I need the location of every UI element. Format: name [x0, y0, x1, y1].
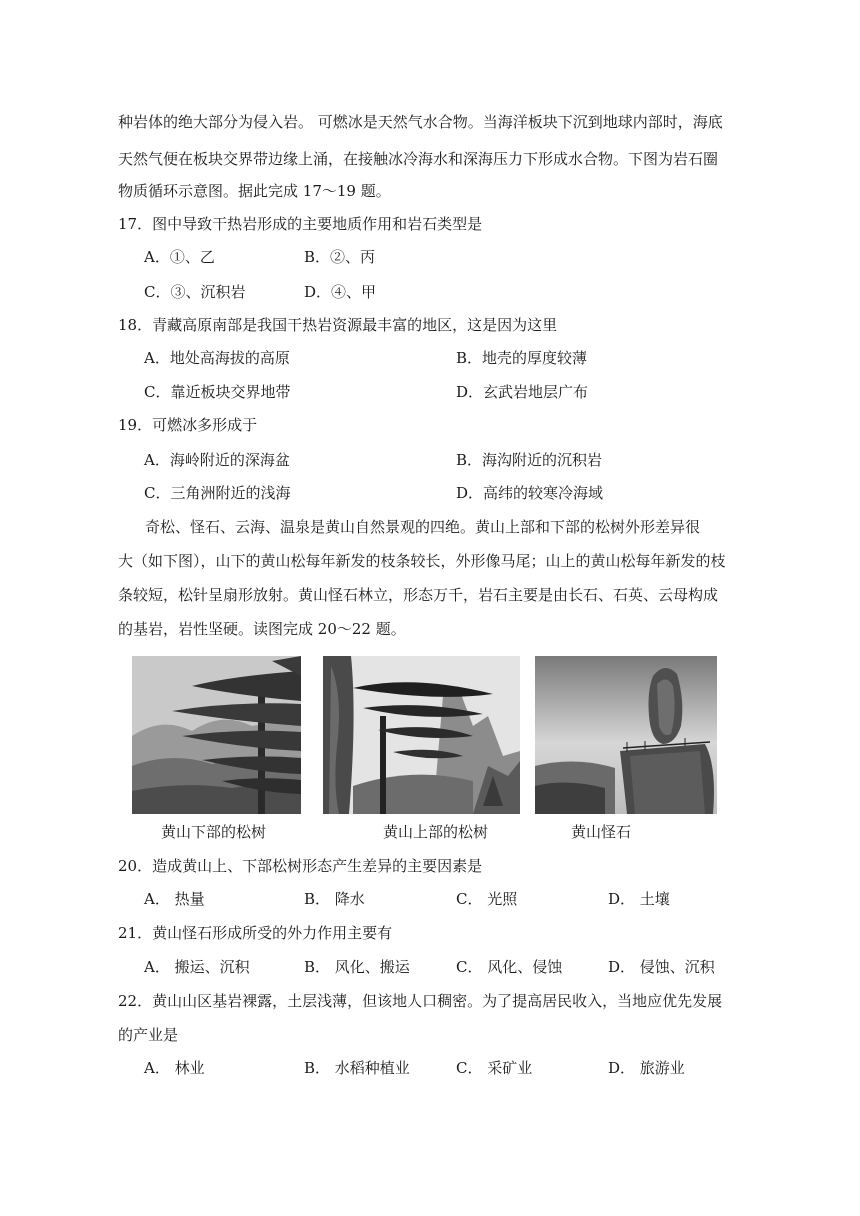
q18-option-d: D．玄武岩地层广布 [456, 383, 589, 401]
q21-option-a: A． 搬运、沉积 [144, 958, 250, 976]
intro-paragraph-line-1: 种岩体的绝大部分为侵入岩。 可燃冰是天然气水合物。当海洋板块下沉到地球内部时，海底 [118, 113, 723, 131]
photo-upper-pine [323, 656, 520, 814]
question-17-stem: 17．图中导致干热岩形成的主要地质作用和岩石类型是 [118, 215, 483, 233]
caption-lower-pine: 黄山下部的松树 [161, 823, 267, 841]
intro2-paragraph-line-1: 奇松、怪石、云海、温泉是黄山自然景观的四绝。黄山上部和下部的松树外形差异很 [145, 518, 701, 536]
question-19-stem: 19．可燃冰多形成于 [118, 416, 258, 434]
q20-option-b: B． 降水 [304, 890, 365, 908]
question-20-stem: 20．造成黄山上、下部松树形态产生差异的主要因素是 [118, 857, 483, 875]
photo-strange-rock [535, 656, 717, 814]
intro2-paragraph-line-3: 条较短，松针呈扇形放射。黄山怪石林立，形态万千，岩石主要是由长石、石英、云母构成 [118, 586, 719, 604]
q17-option-b: B．②、丙 [304, 248, 376, 266]
q20-option-d: D． 土壤 [608, 890, 670, 908]
q22-option-a: A． 林业 [144, 1059, 205, 1077]
intro2-paragraph-line-2: 大（如下图），山下的黄山松每年新发的枝条较长，外形像马尾；山上的黄山松每年新发的枝 [118, 552, 726, 570]
q22-option-d: D． 旅游业 [608, 1059, 685, 1077]
q17-option-d: D．④、甲 [304, 283, 377, 301]
q18-option-a: A．地处高海拔的高原 [144, 349, 290, 367]
q19-option-d: D．高纬的较寒冷海域 [456, 484, 604, 502]
q22-option-c: C． 采矿业 [456, 1059, 533, 1077]
q20-option-c: C． 光照 [456, 890, 518, 908]
q21-option-c: C． 风化、侵蚀 [456, 958, 563, 976]
intro-paragraph-line-3: 物质循环示意图。据此完成 17～19 题。 [118, 182, 391, 200]
caption-upper-pine: 黄山上部的松树 [383, 823, 489, 841]
question-22-stem-line-2: 的产业是 [118, 1026, 179, 1044]
question-21-stem: 21．黄山怪石形成所受的外力作用主要有 [118, 924, 393, 942]
q19-option-a: A．海岭附近的深海盆 [144, 451, 290, 469]
q18-option-c: C．靠近板块交界地带 [144, 383, 291, 401]
q19-option-c: C．三角洲附近的浅海 [144, 484, 291, 502]
caption-strange-rock: 黄山怪石 [571, 823, 632, 841]
question-18-stem: 18．青藏高原南部是我国干热岩资源最丰富的地区，这是因为这里 [118, 316, 558, 334]
intro-paragraph-line-2: 天然气便在板块交界带边缘上涌，在接触冰冷海水和深海压力下形成水合物。下图为岩石圈 [118, 150, 719, 168]
q21-option-d: D． 侵蚀、沉积 [608, 958, 715, 976]
photo-lower-pine [132, 656, 301, 814]
question-22-stem-line-1: 22．黄山山区基岩裸露，土层浅薄，但该地人口稠密。为了提高居民收入，当地应优先发展 [118, 992, 723, 1010]
q17-option-a: A．①、乙 [144, 248, 215, 266]
q21-option-b: B． 风化、搬运 [304, 958, 410, 976]
q19-option-b: B．海沟附近的沉积岩 [456, 451, 603, 469]
q20-option-a: A． 热量 [144, 890, 205, 908]
q22-option-b: B． 水稻种植业 [304, 1059, 410, 1077]
q17-option-c: C．③、沉积岩 [144, 283, 246, 301]
q18-option-b: B．地壳的厚度较薄 [456, 349, 588, 367]
intro2-paragraph-line-4: 的基岩，岩性坚硬。读图完成 20～22 题。 [118, 620, 406, 638]
